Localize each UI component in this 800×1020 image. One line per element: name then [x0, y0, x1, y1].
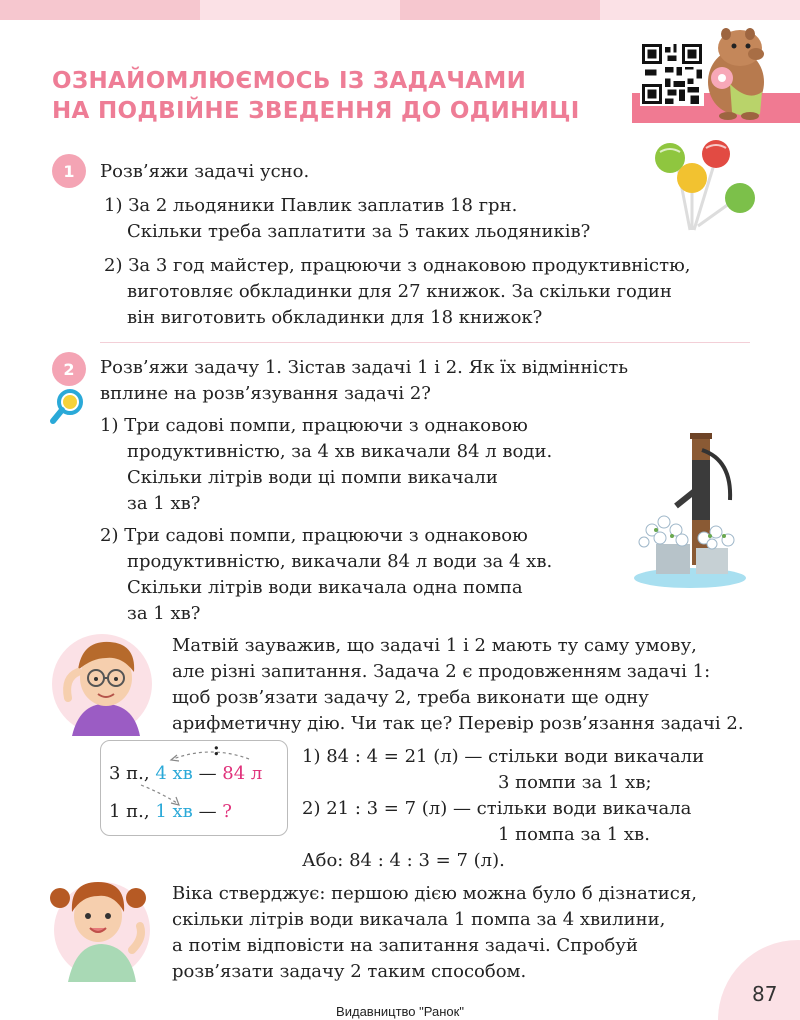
text-line: виготовляє обкладинки для 27 книжок. За скільки годин — [127, 281, 672, 302]
text-line: продуктивністю, за 4 хв викачали 84 л води. — [127, 441, 553, 462]
text-line: Матвій зауважив, що задачі 1 і 2 мають ту саму умову, — [172, 635, 697, 656]
pumps-count: 1 п., — [109, 801, 150, 822]
page-title — [52, 66, 580, 126]
text-line: Розв’яжи задачу 1. Зістав задачі 1 і 2. Як їх відмінність — [100, 357, 629, 378]
solution-line: 1) 84 : 4 = 21 (л) — стільки води викачали — [302, 746, 705, 767]
magnifier-icon — [50, 388, 84, 426]
top-color-bar — [0, 0, 800, 20]
garden-pump-illustration-icon — [632, 430, 747, 590]
text-line: скільки літрів води викачала 1 помпа за 4 хвилини, — [172, 909, 666, 930]
text-line: арифметичну дію. Чи так це? Перевір розв’язання задачі 2. — [172, 713, 744, 734]
text-line: за 1 хв? — [127, 493, 201, 514]
task-number-badge: 2 — [52, 352, 86, 386]
text-line: продуктивністю, викачали 84 л води за 4 хв. — [127, 551, 553, 572]
text-line: розв’язати задачу 2 таким способом. — [172, 961, 527, 982]
text-line: щоб розв’язати задачу 2, треба виконати ще одну — [172, 687, 649, 708]
publisher-footer: Видавництво "Ранок" — [336, 1004, 464, 1019]
solution-line: 1 помпа за 1 хв. — [498, 824, 650, 845]
lollipops-illustration-icon — [650, 138, 760, 238]
solution-line: 2) 21 : 3 = 7 (л) — стільки води викачала — [302, 798, 692, 819]
task1-prompt: Розв’яжи задачі усно. — [100, 161, 310, 182]
boy-matviy-avatar — [50, 628, 154, 738]
girl-vika-avatar — [40, 864, 150, 982]
matviy-remark — [172, 633, 744, 737]
page-number: 87 — [752, 982, 778, 1006]
text-line: а потім відповісти на запитання задачі. Спробуй — [172, 935, 638, 956]
divide-sign: : — [213, 739, 220, 760]
text-line: Віка стверджує: першою дією можна було б дізнатися, — [172, 883, 697, 904]
title-line: НА ПОДВІЙНЕ ЗВЕДЕННЯ ДО ОДИНИЦІ — [52, 98, 580, 124]
separator-line — [100, 342, 750, 343]
dash: — — [198, 763, 217, 784]
unknown-value: ? — [222, 801, 232, 822]
text-line: вплине на розв’язування задачі 2? — [100, 383, 431, 404]
task-number-badge: 1 — [52, 154, 86, 188]
text-line: 1) Три садові помпи, працюючи з однаковою — [100, 415, 528, 436]
task1-item-2 — [104, 253, 690, 331]
text-line: він виготовить обкладинки для 18 книжок? — [127, 307, 543, 328]
text-line: 2) Три садові помпи, працюючи з однаковою — [100, 525, 528, 546]
text-line: 1) За 2 льодяники Павлик заплатив 18 грн. — [104, 195, 518, 216]
solution-alt: Або: 84 : 4 : 3 = 7 (л). — [302, 850, 505, 871]
time-value: 1 хв — [155, 801, 193, 822]
text-line: Скільки треба заплатити за 5 таких льодяників? — [127, 221, 591, 242]
text-line: Скільки літрів води викачала одна помпа — [127, 577, 523, 598]
text-line: але різні запитання. Задача 2 є продовженням задачі 1: — [172, 661, 711, 682]
vika-remark — [172, 881, 697, 985]
qr-code-icon[interactable] — [640, 42, 704, 106]
capybara-mascot-icon — [700, 22, 772, 120]
water-value: 84 л — [222, 763, 263, 784]
dash: — — [198, 801, 217, 822]
time-value: 4 хв — [155, 763, 193, 784]
task2-prompt — [100, 355, 628, 407]
title-line: ОЗНАЙОМЛЮЄМОСЬ ІЗ ЗАДАЧАМИ — [52, 68, 527, 94]
text-line: Скільки літрів води ці помпи викачали — [127, 467, 498, 488]
solution-line: 3 помпи за 1 хв; — [498, 772, 652, 793]
task2-item-1 — [100, 413, 552, 517]
pumps-count: 3 п., — [109, 763, 150, 784]
task2-item-2 — [100, 523, 552, 627]
diagram-row-1 — [109, 763, 262, 784]
diagram-row-2 — [109, 801, 232, 822]
text-line: 2) За 3 год майстер, працюючи з однаковою продуктивністю, — [104, 255, 691, 276]
task1-item-1 — [104, 193, 590, 245]
short-record-diagram — [100, 740, 288, 836]
text-line: за 1 хв? — [127, 603, 201, 624]
